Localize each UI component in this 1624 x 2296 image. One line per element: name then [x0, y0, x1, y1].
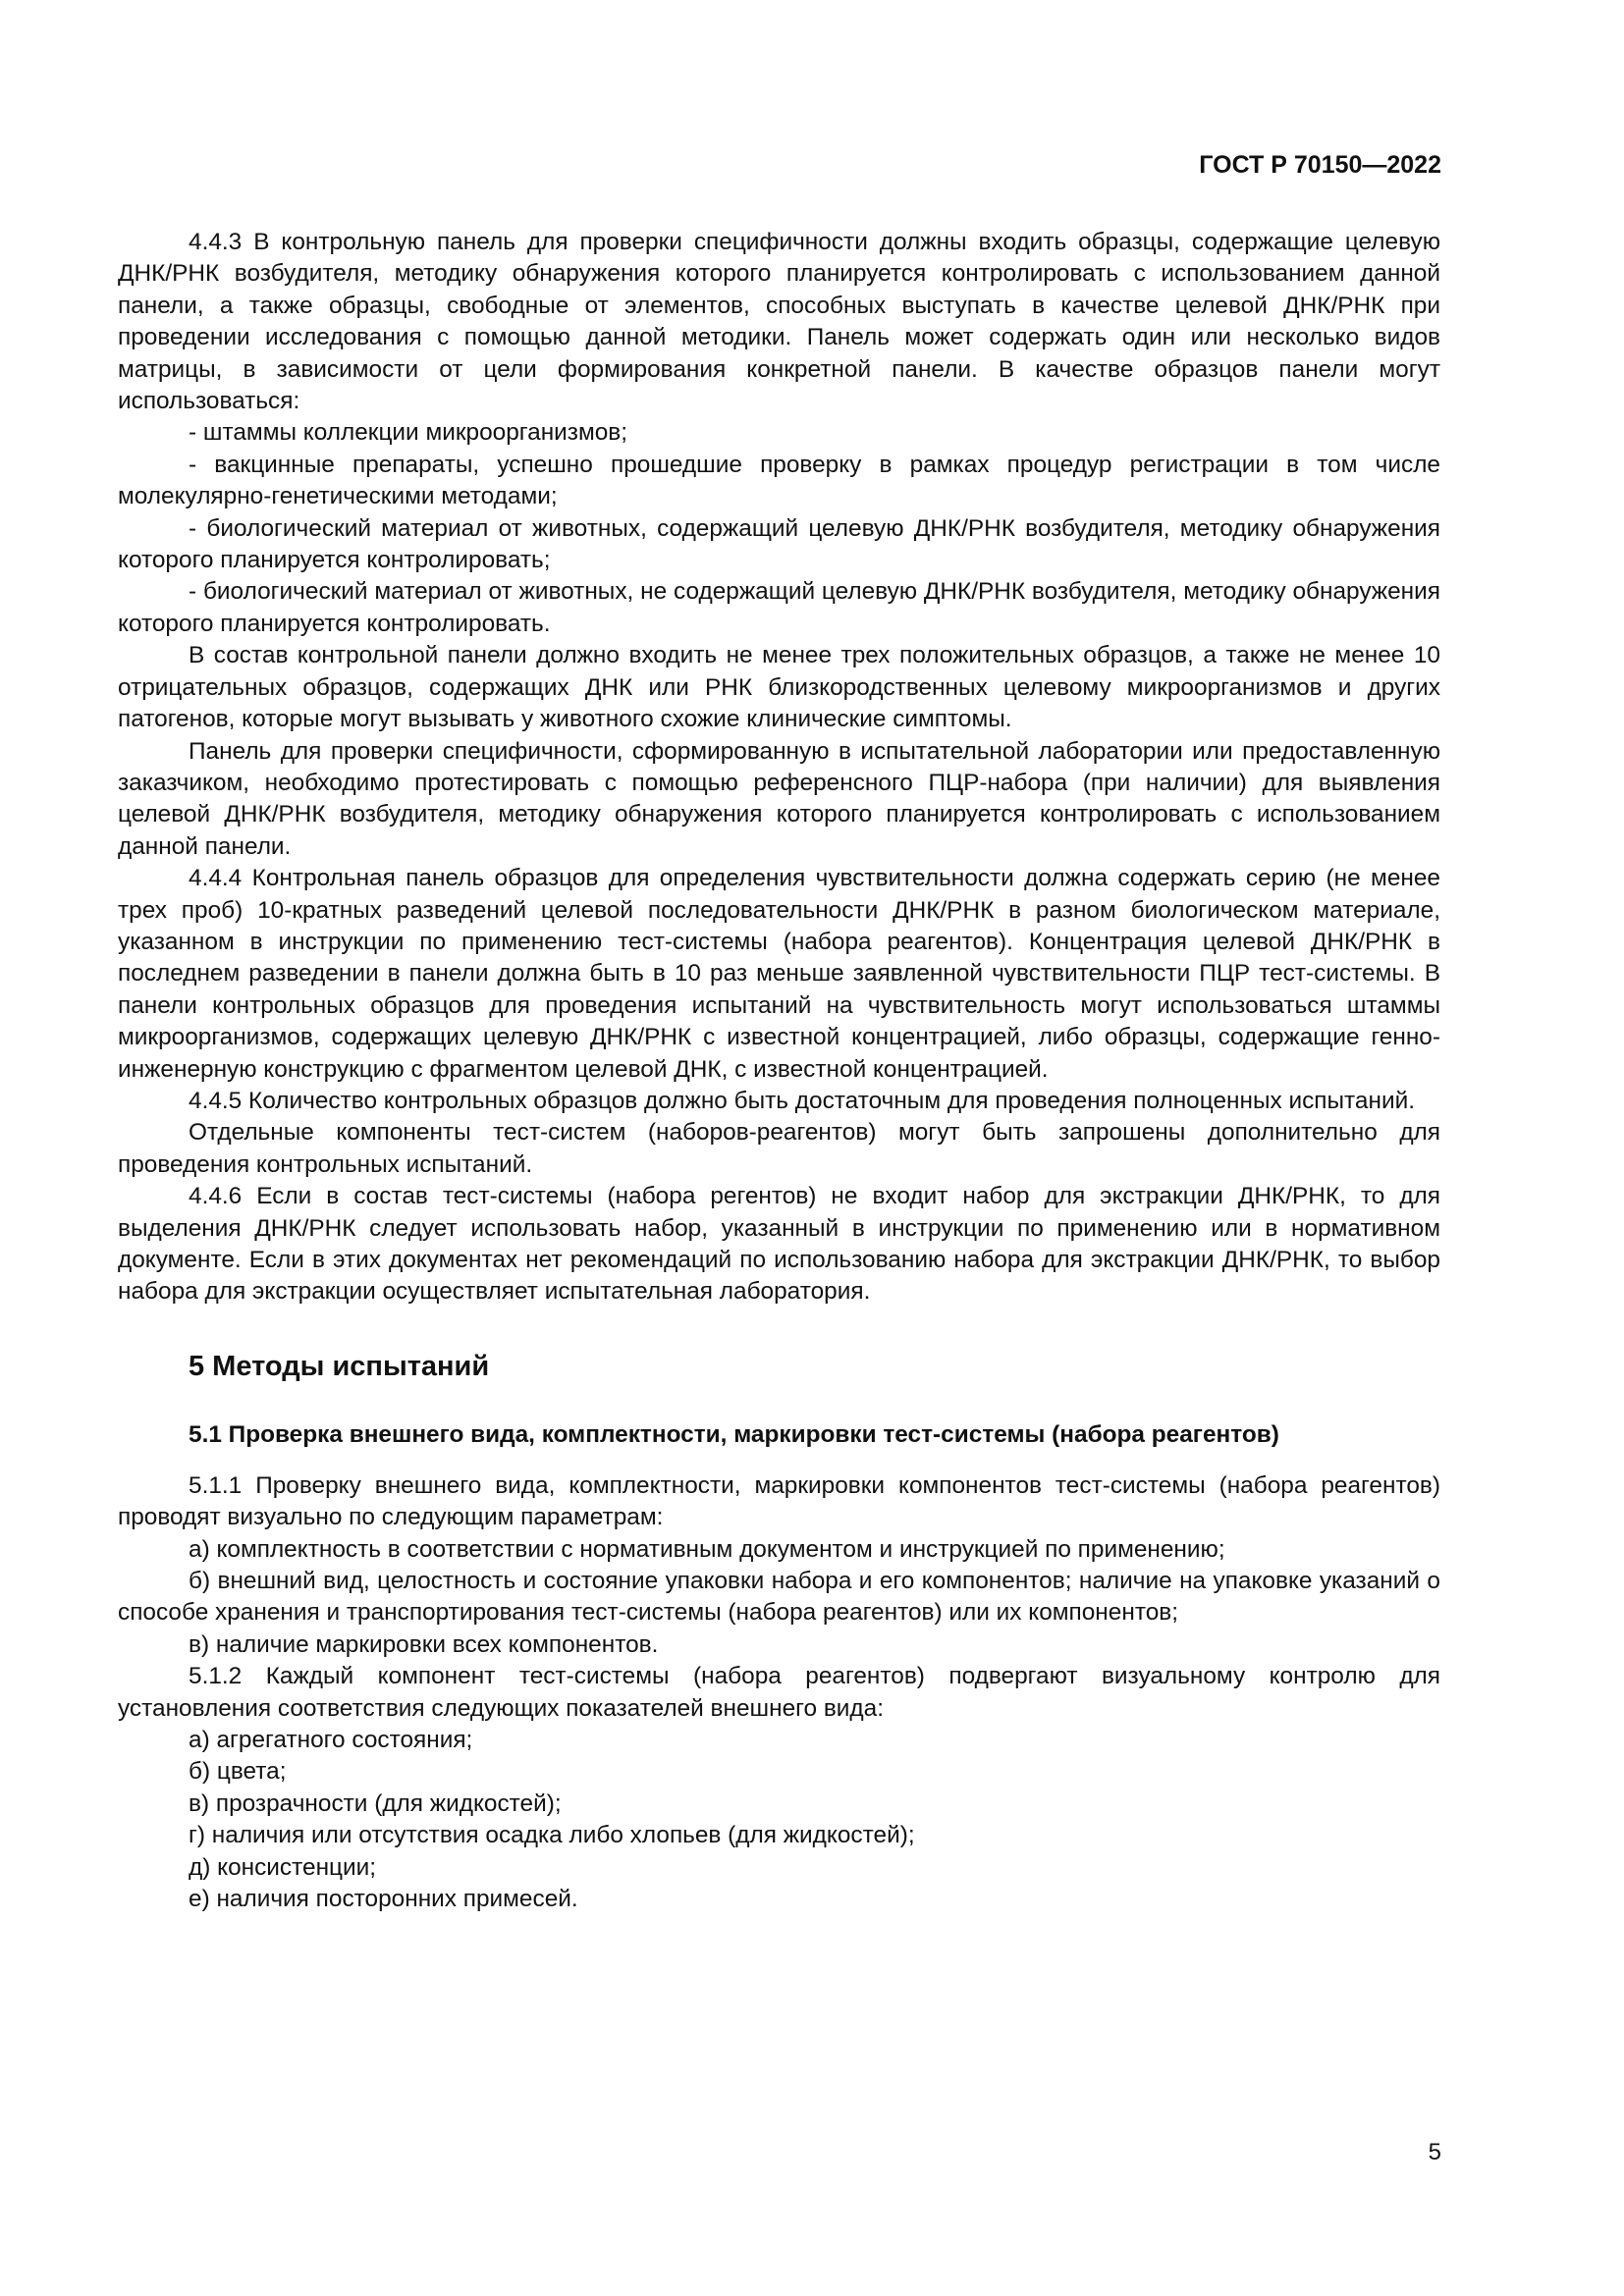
paragraph: 4.4.6 Если в состав тест-системы (набора регентов) не входит набор для экстракции ДНК/РНК, то для выделения ДНК/РНК следует использовать набор, указанный в инструкции по применению или в нормативном документе. Если в этих документах нет рекомендаций по использованию набора для экстракции ДНК/РНК, то выбор набора для экстракции осуществляет испытательная лаборатория. [118, 1183, 1440, 1306]
page-number: 5 [1428, 2139, 1441, 2165]
subsection-heading: 5.1 Проверка внешнего вида, комплектности, маркировки тест-системы (набора реагентов) [189, 1420, 1279, 1448]
document-code: ГОСТ Р 70150—2022 [1199, 151, 1441, 179]
list-item: б) цвета; [189, 1758, 287, 1786]
paragraph: 5.1.1 Проверку внешнего вида, комплектности, маркировки компонентов тест-системы (набора реагентов) проводят визуально по следующим параметрам: [118, 1471, 1440, 1531]
list-item: е) наличия посторонних примесей. [189, 1886, 578, 1913]
list-item: д) консистенции; [189, 1853, 377, 1881]
list-item: в) прозрачности (для жидкостей); [189, 1789, 562, 1817]
paragraph: 4.4.3 В контрольную панель для проверки специфичности должны входить образцы, содержащие целевую ДНК/РНК возбудителя, методику обнаружения которого планируется контролировать с использованием данной панели, а также образцы, свободные от элементов, способных выступать в качестве целевой ДНК/РНК при проведении исследования с помощью данной методики. Панель может содержать один или несколько видов матрицы, в зависимости от цели формирования конкретной панели. В качестве образцов панели могут использоваться: [118, 229, 1440, 415]
list-item: г) наличия или отсутствия осадка либо хлопьев (для жидкостей); [189, 1822, 915, 1849]
list-item: а) комплектность в соответствии с нормативным документом и инструкцией по применению; [189, 1535, 1225, 1563]
list-item: а) агрегатного состояния; [189, 1727, 473, 1754]
list-item: - вакцинные препараты, успешно прошедшие проверку в рамках процедур регистрации в том числе молекулярно-генетическими методами; [118, 451, 1440, 510]
list-item: - биологический материал от животных, не содержащий целевую ДНК/РНК возбудителя, методику обнаружения которого планируется контролировать. [118, 578, 1440, 637]
list-item: - штаммы коллекции микроорганизмов; [189, 419, 628, 447]
section-heading: 5 Методы испытаний [189, 1350, 490, 1382]
list-item: б) внешний вид, целостность и состояние упаковки набора и его компонентов; наличие на упаковке указаний о способе хранения и транспортирования тест-системы (набора реагентов) или их компонентов; [118, 1568, 1440, 1627]
paragraph: Панель для проверки специфичности, сформированную в испытательной лаборатории или предоставленную заказчиком, необходимо протестировать с помощью референсного ПЦР-набора (при наличии) для выявления целевой ДНК/РНК возбудителя, методику обнаружения которого планируется контролировать с использованием данной панели. [118, 737, 1440, 860]
paragraph: В состав контрольной панели должно входить не менее трех положительных образцов, а также не менее 10 отрицательных образцов, содержащих ДНК или РНК близкородственных целевому микроорганизмов и других патогенов, которые могут вызывать у животного схожие клинические симптомы. [118, 642, 1440, 733]
paragraph: 4.4.5 Количество контрольных образцов должно быть достаточным для проведения полноценных испытаний. [189, 1087, 1415, 1114]
page-body [118, 227, 1440, 1916]
list-item: - биологический материал от животных, содержащий целевую ДНК/РНК возбудителя, методику обнаружения которого планируется контролировать; [118, 514, 1440, 574]
paragraph: 5.1.2 Каждый компонент тест-системы (набора реагентов) подвергают визуальному контролю для установления соответствия следующих показателей внешнего вида: [118, 1663, 1440, 1722]
paragraph: 4.4.4 Контрольная панель образцов для определения чувствительности должна содержать серию (не менее трех проб) 10-кратных разведений целевой последовательности ДНК/РНК в разном биологическом материале, указанном в инструкции по применению тест-системы (набора реагентов). Концентрация целевой ДНК/РНК в последнем разведении в панели должна быть в 10 раз меньше заявленной чувствительности ПЦР тест-системы. В панели контрольных образцов для проведения испытаний на чувствительность могут использоваться штаммы микроорганизмов, содержащих целевую ДНК/РНК с известной концентрацией, либо образцы, содержащие генно-инженерную конструкцию с фрагментом целевой ДНК, с известной концентрацией. [118, 865, 1440, 1083]
list-item: в) наличие маркировки всех компонентов. [189, 1630, 659, 1658]
paragraph: Отдельные компоненты тест-систем (наборов-реагентов) могут быть запрошены дополнительно для проведения контрольных испытаний. [118, 1119, 1440, 1178]
